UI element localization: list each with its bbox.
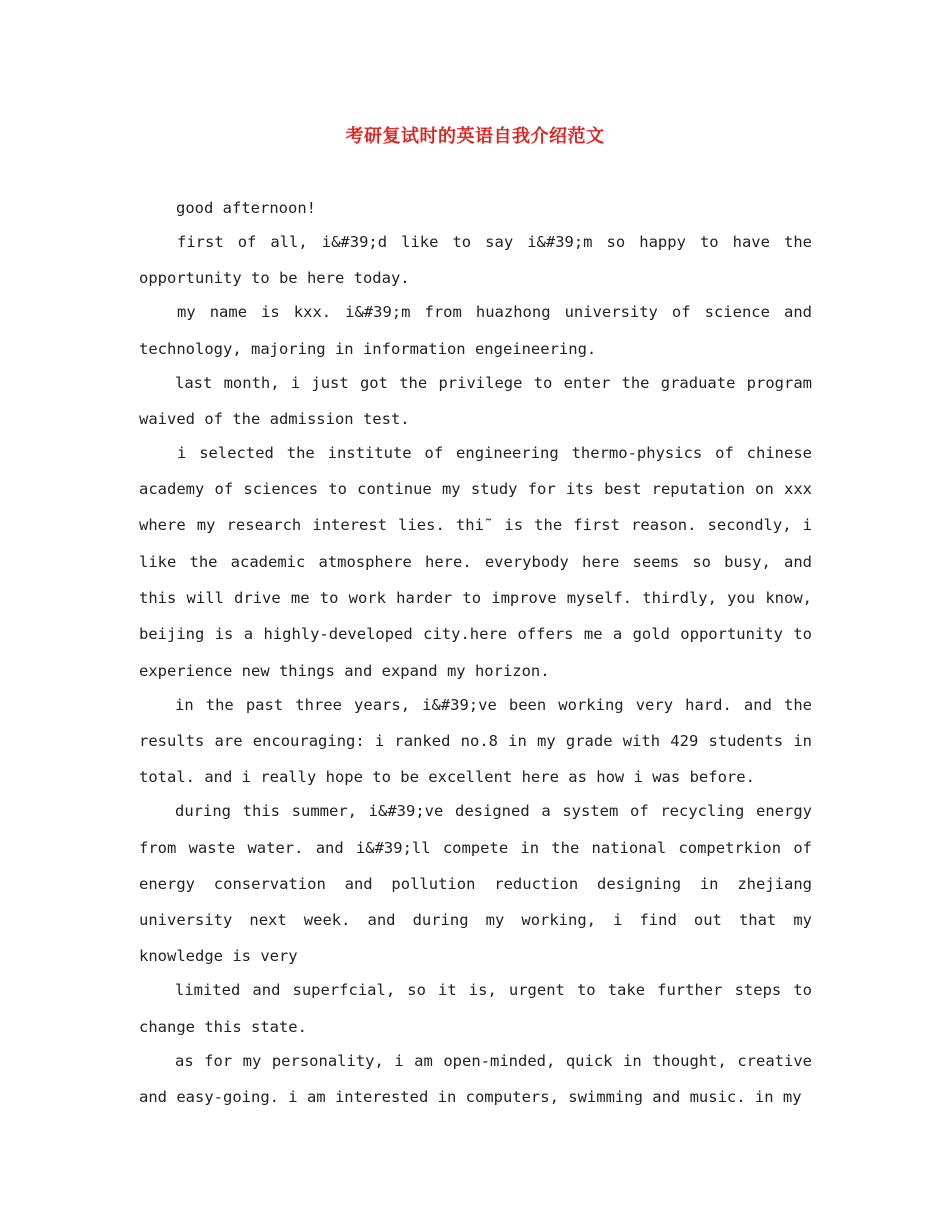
document-title: 考研复试时的英语自我介绍范文 bbox=[345, 126, 605, 147]
paragraph-institute: i selected the institute of engineering thermo-physics of chinese academy of sciences to continue my study for its best reputation on xxx where my research interest lies. thi˜ is the first reason. secondly, i like the academic atmosphere here. everybody here seems so busy, and this will drive me to work harder to improve myself. thirdly, you know, beijing is a highly-developed city.here offers me a gold opportunity to experience new things and expand my horizon. bbox=[139, 443, 812, 680]
paragraph-opening: first of all, i&#39;d like to say i&#39;m so happy to have the opportunity to be here today. bbox=[139, 233, 812, 288]
paragraph-name: my name is kxx. i&#39;m from huazhong university of science and technology, majoring in information engeineering. bbox=[139, 303, 812, 358]
paragraph-greeting: good afternoon! bbox=[176, 199, 316, 217]
paragraph-summer-project: during this summer, i&#39;ve designed a system of recycling energy from waste water. and i&#39;ll compete in the national competrkion of energy conservation and pollution reduction designing in zhejiang university next week. and during my working, i find out that my knowledge is very bbox=[139, 802, 812, 966]
paragraph-limited: limited and superfcial, so it is, urgent to take further steps to change this state. bbox=[139, 981, 812, 1036]
paragraph-admission: last month, i just got the privilege to enter the graduate program waived of the admission test. bbox=[139, 373, 812, 428]
document-body bbox=[139, 190, 812, 1113]
paragraph-personality: as for my personality, i am open-minded, quick in thought, creative and easy-going. i am interested in computers, swimming and music. in my bbox=[139, 1051, 812, 1107]
paragraph-results: in the past three years, i&#39;ve been working very hard. and the results are encouraging: i ranked no.8 in my grade with 429 students in total. and i really hope to be excellent here as how i was before. bbox=[139, 695, 812, 787]
